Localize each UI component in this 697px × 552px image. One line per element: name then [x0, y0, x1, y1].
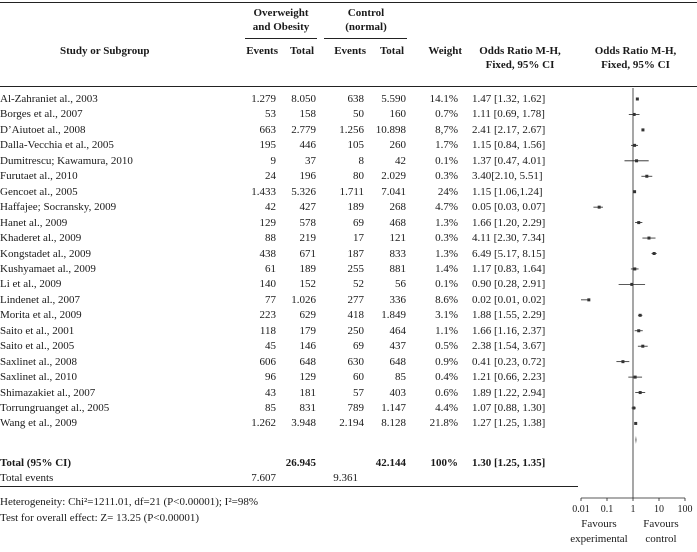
total-overweight: 37: [305, 154, 316, 167]
weight: 8,7%: [435, 123, 458, 136]
study-header: Study or Subgroup: [60, 45, 150, 57]
total-control: 268: [389, 201, 406, 214]
events-e2: 9.361: [333, 472, 358, 484]
total-overweight: 158: [299, 108, 316, 121]
odds-ratio: 1.47 [1.32, 1.62]: [472, 93, 546, 105]
total-control: 42: [395, 154, 406, 167]
point-marker: [647, 237, 650, 240]
point-marker: [637, 329, 640, 332]
total-control: 7.041: [381, 185, 406, 198]
events-control: 2.194: [339, 417, 364, 430]
odds-ratio: 0.90 [0.28, 2.91]: [472, 278, 546, 291]
events-control: 105: [347, 139, 364, 152]
total2-header: Total: [379, 45, 404, 57]
point-marker: [634, 422, 637, 425]
events-overweight: 663: [259, 123, 276, 136]
events-control: 17: [353, 232, 364, 245]
events-overweight: 88: [265, 232, 276, 245]
point-marker: [641, 128, 644, 131]
study-name: Morita et al., 2009: [0, 309, 82, 322]
point-marker: [630, 283, 633, 286]
study-name: Saito et al., 2005: [0, 340, 75, 353]
study-name: Khaderet al., 2009: [0, 232, 82, 245]
study-name: Wang et al., 2009: [0, 417, 78, 430]
events-overweight: 140: [259, 278, 276, 291]
total-control: 1.147: [381, 402, 406, 414]
total-control: 5.590: [381, 93, 406, 105]
study-name: Kushyamaet al., 2009: [0, 262, 96, 275]
total-control: 2.029: [381, 170, 406, 183]
point-marker: [653, 252, 656, 255]
events-overweight: 438: [259, 247, 276, 260]
study-name: Saxlinet al., 2010: [0, 371, 77, 384]
study-name: Al-Zahraniet al., 2003: [0, 93, 98, 105]
point-marker: [636, 98, 639, 101]
events-overweight: 43: [265, 386, 276, 399]
bottom-rule: [0, 486, 578, 487]
heterogeneity-text: Heterogeneity: Chi²=1211.01, df=21 (P<0.00001); I²=98%: [0, 496, 258, 508]
total-control: 881: [389, 262, 406, 275]
total-control: 8.128: [381, 417, 406, 430]
events-overweight: 77: [265, 293, 276, 306]
point-marker: [598, 206, 601, 209]
events2-header: Events: [334, 45, 366, 57]
weight: 1.7%: [435, 139, 458, 152]
point-marker: [633, 190, 636, 193]
events-control: 255: [347, 262, 364, 275]
odds-ratio: 1.88 [1.55, 2.29]: [472, 309, 546, 322]
total-overweight: 219: [299, 232, 316, 245]
events-overweight: 606: [259, 355, 276, 368]
total-overweight: 179: [299, 324, 316, 337]
events-control: 250: [347, 324, 364, 337]
weight: 0.1%: [435, 278, 458, 291]
weight: 4.4%: [435, 402, 458, 414]
events-control: 418: [347, 309, 364, 322]
total-control: 464: [389, 324, 406, 337]
total-overweight: 181: [299, 386, 316, 399]
odds-ratio: 1.66 [1.16, 2.37]: [472, 324, 546, 337]
total-t2: 42.144: [375, 457, 406, 469]
odds-ratio: 1.89 [1.22, 2.94]: [472, 386, 546, 399]
total-control: 403: [389, 386, 406, 399]
events-overweight: 118: [259, 324, 276, 337]
study-name: Borges et al., 2007: [0, 108, 83, 121]
weight: 8.6%: [435, 293, 458, 306]
total-overweight: 1.026: [291, 293, 316, 306]
point-marker: [633, 144, 636, 147]
events-control: 638: [347, 93, 364, 105]
odds-ratio: 1.15 [0.84, 1.56]: [472, 139, 546, 152]
events-overweight: 1.279: [251, 93, 276, 105]
total-overweight: 129: [299, 371, 316, 384]
weight: 1.3%: [435, 216, 458, 229]
study-name: Li et al., 2009: [0, 278, 62, 291]
odds-ratio: 1.07 [0.88, 1.30]: [472, 402, 546, 414]
x-tick-label: 0.01: [572, 504, 590, 515]
events-overweight: 195: [259, 139, 276, 152]
events-overweight: 24: [265, 170, 276, 183]
weight: 24%: [437, 185, 458, 198]
weight: 21.8%: [429, 417, 458, 430]
events-overweight: 9: [270, 154, 276, 167]
total-overweight: 189: [299, 262, 316, 275]
total-control: 336: [389, 293, 406, 306]
group2-header: Control (normal): [345, 7, 387, 33]
events-control: 80: [353, 170, 364, 183]
events-overweight: 45: [265, 340, 276, 353]
odds-ratio: 1.66 [1.20, 2.29]: [472, 216, 546, 229]
total1-header: Total: [289, 45, 314, 57]
total-control: 1.849: [381, 309, 406, 322]
total-overweight: 671: [299, 247, 316, 260]
odds-ratio: 3.40[2.10, 5.51]: [472, 170, 543, 183]
odds-ratio: 0.05 [0.03, 0.07]: [472, 201, 546, 214]
weight: 0.6%: [435, 386, 458, 399]
study-name: Dumitrescu; Kawamura, 2010: [0, 154, 133, 167]
weight: 0.3%: [435, 232, 458, 245]
group1-header: Overweight and Obesity: [252, 7, 310, 33]
point-marker: [587, 298, 590, 301]
total-t1: 26.945: [285, 457, 316, 469]
odds-ratio: 2.38 [1.54, 3.67]: [472, 340, 546, 353]
point-marker: [634, 376, 637, 379]
events-overweight: 129: [259, 216, 276, 229]
overall-effect-text: Test for overall effect: Z= 13.25 (P<0.00001): [0, 512, 199, 524]
events-overweight: 61: [265, 262, 276, 275]
odds-ratio: 1.37 [0.47, 4.01]: [472, 154, 546, 167]
weight: 0.4%: [435, 371, 458, 384]
x-tick-label: 100: [677, 504, 693, 515]
weight-header: Weight: [428, 45, 462, 57]
x-tick-label: 1: [630, 504, 636, 515]
odds-ratio: 1.11 [0.69, 1.78]: [472, 108, 545, 121]
total-control: 437: [389, 340, 406, 353]
study-name: Lindenet al., 2007: [0, 293, 81, 306]
weight: 0.5%: [435, 340, 458, 353]
events-label: Total events: [0, 472, 54, 484]
total-overweight: 5.326: [291, 185, 316, 198]
weight: 1.1%: [435, 324, 458, 337]
odds-ratio: 0.02 [0.01, 0.02]: [472, 293, 546, 306]
x-tick-label: 0.1: [600, 504, 614, 515]
weight: 0.1%: [435, 154, 458, 167]
events-control: 1.256: [339, 123, 364, 136]
weight: 0.9%: [435, 355, 458, 368]
point-marker: [621, 360, 624, 363]
weight: 14.1%: [429, 93, 458, 105]
top-rule: [0, 2, 697, 3]
favours-control-label: Favours control: [643, 518, 679, 545]
study-name: Gencoet al., 2005: [0, 185, 78, 198]
total-overweight: 8.050: [291, 93, 316, 105]
study-name: Saxlinet al., 2008: [0, 355, 77, 368]
x-tick-label: 10: [654, 504, 664, 515]
study-name: D’Aiutoet al., 2008: [0, 123, 86, 136]
study-name: Kongstadet al., 2009: [0, 247, 92, 260]
total-control: 160: [389, 108, 406, 121]
events-overweight: 85: [265, 402, 276, 414]
odds-ratio: 2.41 [2.17, 2.67]: [472, 123, 546, 136]
weight: 0.7%: [435, 108, 458, 121]
events1-header: Events: [246, 45, 278, 57]
group2-underline: [324, 38, 407, 39]
events-control: 52: [353, 278, 364, 291]
events-control: 1.711: [339, 185, 364, 198]
odds-ratio: 0.41 [0.23, 0.72]: [472, 355, 546, 368]
weight: 4.7%: [435, 201, 458, 214]
events-control: 69: [353, 216, 364, 229]
total-overweight: 427: [299, 201, 316, 214]
point-marker: [639, 391, 642, 394]
total-control: 833: [389, 247, 406, 260]
total-control: 56: [395, 278, 406, 291]
odds-ratio: 6.49 [5.17, 8.15]: [472, 247, 546, 260]
study-name: Torrungruanget al., 2005: [0, 402, 110, 414]
point-marker: [645, 175, 648, 178]
total-control: 260: [389, 139, 406, 152]
total-control: 648: [389, 355, 406, 368]
point-marker: [633, 267, 636, 270]
total-control: 468: [389, 216, 406, 229]
events-e1: 7.607: [251, 472, 276, 484]
events-control: 69: [353, 340, 364, 353]
odds-ratio: 1.27 [1.25, 1.38]: [472, 417, 546, 430]
weight: 3.1%: [435, 309, 458, 322]
weight: 1.3%: [435, 247, 458, 260]
total-label: Total (95% CI): [0, 457, 72, 469]
total-overweight: 2.779: [291, 123, 316, 136]
study-name: Furutaet al., 2010: [0, 170, 78, 183]
total-overweight: 152: [299, 278, 316, 291]
weight: 1.4%: [435, 262, 458, 275]
point-marker: [641, 345, 644, 348]
point-marker: [639, 314, 642, 317]
events-control: 789: [347, 402, 364, 414]
total-overweight: 629: [299, 309, 316, 322]
total-weight: 100%: [430, 457, 458, 469]
total-control: 85: [395, 371, 406, 384]
weight: 0.3%: [435, 170, 458, 183]
or-header: Odds Ratio M-H, Fixed, 95% CI: [479, 45, 561, 71]
events-control: 630: [347, 355, 364, 368]
events-control: 189: [347, 201, 364, 214]
odds-ratio: 1.21 [0.66, 2.23]: [472, 371, 546, 384]
point-marker: [635, 159, 638, 162]
events-overweight: 42: [265, 201, 276, 214]
events-overweight: 1.262: [251, 417, 276, 430]
odds-ratio: 1.15 [1.06,1.24]: [472, 185, 543, 198]
study-name: Saito et al., 2001: [0, 324, 75, 337]
total-overweight: 831: [299, 402, 316, 414]
events-overweight: 223: [259, 309, 276, 322]
study-name: Haffajee; Socransky, 2009: [0, 201, 117, 214]
total-overweight: 146: [299, 340, 316, 353]
favours-experimental-label: Favours experimental: [570, 518, 628, 545]
odds-ratio: 1.17 [0.83, 1.64]: [472, 262, 546, 275]
total-overweight: 3.948: [291, 417, 316, 430]
total-overweight: 446: [299, 139, 316, 152]
odds-ratio: 4.11 [2.30, 7.34]: [472, 232, 545, 245]
point-marker: [637, 221, 640, 224]
events-control: 8: [358, 154, 364, 167]
study-name: Hanet al., 2009: [0, 216, 68, 229]
total-diamond: [636, 436, 637, 444]
total-control: 121: [389, 232, 406, 245]
events-overweight: 1.433: [251, 185, 276, 198]
events-overweight: 96: [265, 371, 276, 384]
total-overweight: 196: [299, 170, 316, 183]
total-overweight: 648: [299, 355, 316, 368]
study-name: Shimazakiet al., 2007: [0, 386, 96, 399]
study-name: Dalla-Vecchia et al., 2005: [0, 139, 114, 152]
point-marker: [632, 407, 635, 410]
events-control: 57: [353, 386, 364, 399]
events-control: 60: [353, 371, 364, 384]
events-control: 50: [353, 108, 364, 121]
total-control: 10.898: [375, 123, 406, 136]
events-overweight: 53: [265, 108, 276, 121]
point-marker: [633, 113, 636, 116]
events-control: 277: [347, 293, 364, 306]
events-control: 187: [347, 247, 364, 260]
plot-header: Odds Ratio M-H, Fixed, 95% CI: [594, 45, 677, 71]
forest-plot: [572, 86, 693, 520]
total-overweight: 578: [299, 216, 316, 229]
group1-underline: [245, 38, 317, 39]
total-or: 1.30 [1.25, 1.35]: [472, 457, 546, 469]
